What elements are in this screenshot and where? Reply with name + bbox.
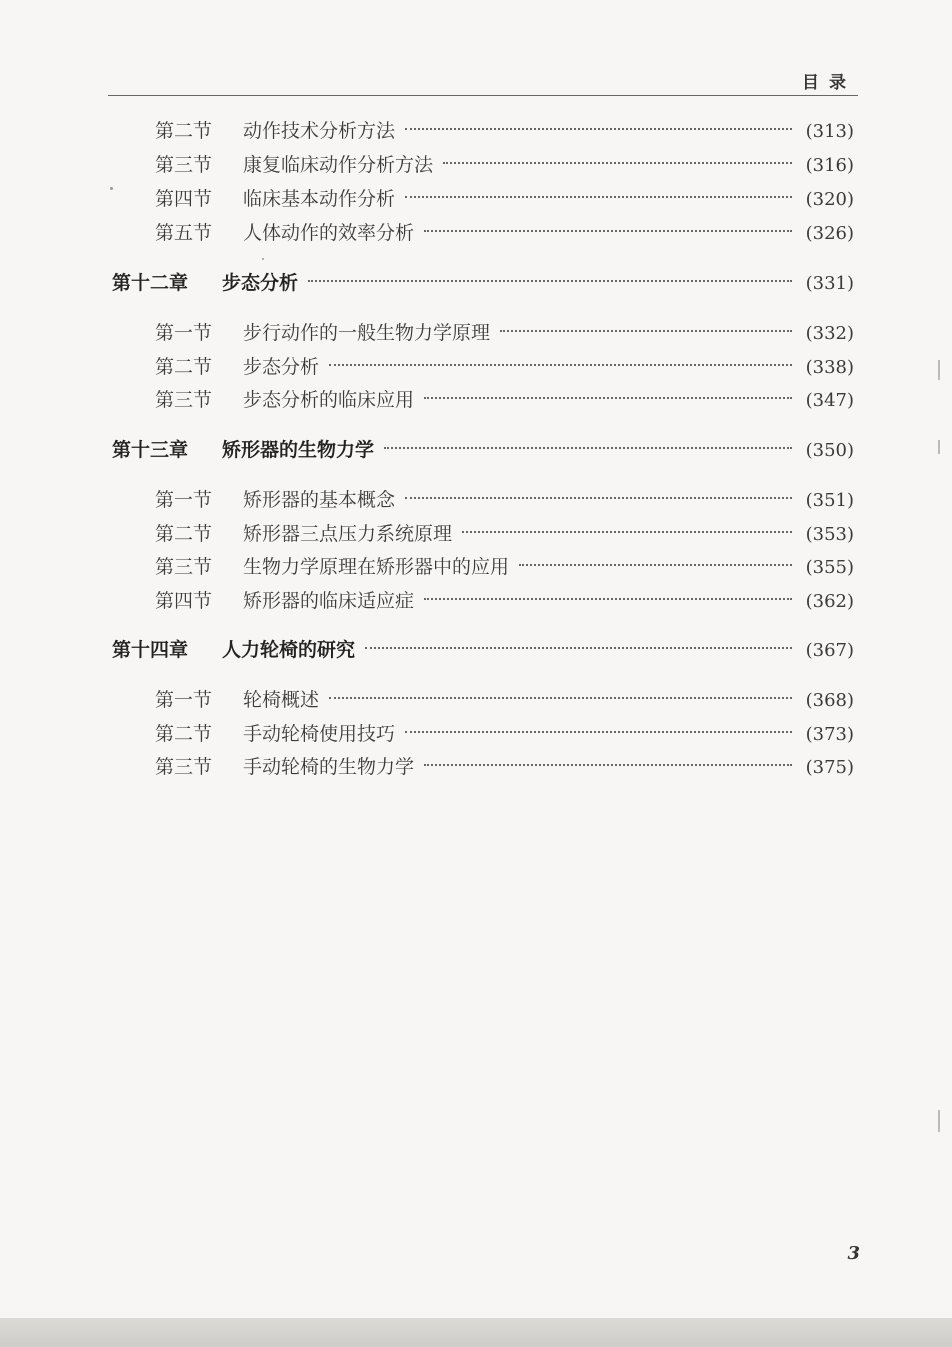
dot-leader (519, 564, 792, 566)
toc-entry-page-number: (355) (805, 557, 854, 578)
toc-entry-title: 人体动作的效率分析 (243, 222, 415, 244)
toc-section-entry[interactable] (155, 487, 854, 513)
toc-entry-title: 矫形器的基本概念 (243, 489, 396, 511)
toc-entry-label: 第二节 (155, 356, 213, 378)
toc-entry-page-number: (320) (805, 189, 854, 210)
scan-speck (262, 258, 264, 260)
dot-leader (424, 230, 792, 232)
dot-leader (443, 162, 792, 164)
toc-section-entry[interactable] (155, 588, 854, 614)
toc-entry-label: 第四节 (155, 188, 213, 210)
dot-leader (405, 128, 792, 130)
dot-leader (329, 364, 792, 366)
toc-section-entry[interactable] (155, 152, 854, 178)
toc-entry-label: 第十三章 (112, 439, 189, 461)
toc-entry-title: 矫形器的临床适应症 (243, 590, 415, 612)
toc-section-entry[interactable] (155, 186, 854, 212)
scan-mark (938, 360, 940, 380)
toc-entry-page-number: (326) (805, 223, 854, 244)
dot-leader (405, 497, 792, 499)
dot-leader (405, 196, 792, 198)
toc-entry-label: 第二节 (155, 523, 213, 545)
toc-section-entry[interactable] (155, 387, 854, 413)
dot-leader (500, 330, 792, 332)
toc-entry-label: 第五节 (155, 222, 213, 244)
toc-entry-title: 步态分析 (243, 356, 320, 378)
scan-speck (110, 187, 113, 190)
toc-entry-page-number: (351) (805, 490, 854, 511)
toc-entry-label: 第三节 (155, 389, 213, 411)
toc-entry-page-number: (347) (805, 390, 854, 411)
toc-entry-title: 康复临床动作分析方法 (243, 154, 434, 176)
toc-entry-page-number: (331) (805, 273, 854, 294)
toc-entry-label: 第三节 (155, 154, 213, 176)
toc-section-entry[interactable] (155, 320, 854, 346)
page-number: 3 (847, 1243, 860, 1264)
toc-entry-title: 手动轮椅使用技巧 (243, 723, 396, 745)
toc-entry-page-number: (316) (805, 155, 854, 176)
toc-entry-label: 第十二章 (112, 272, 189, 294)
scan-mark (938, 440, 940, 454)
toc-entry-title: 矫形器的生物力学 (222, 439, 375, 461)
dot-leader (365, 647, 792, 649)
toc-chapter-entry[interactable] (112, 437, 854, 463)
toc-entry-page-number: (362) (805, 591, 854, 612)
toc-entry-label: 第一节 (155, 322, 213, 344)
toc-entry-title: 动作技术分析方法 (243, 120, 396, 142)
toc-entry-page-number: (350) (805, 440, 854, 461)
toc-entry-page-number: (375) (805, 757, 854, 778)
toc-section-entry[interactable] (155, 754, 854, 780)
toc-section-entry[interactable] (155, 118, 854, 144)
toc-section-entry[interactable] (155, 521, 854, 547)
toc-entry-title: 手动轮椅的生物力学 (243, 756, 415, 778)
toc-entry-label: 第二节 (155, 723, 213, 745)
dot-leader (329, 697, 792, 699)
toc-entry-title: 轮椅概述 (243, 689, 320, 711)
toc-entry-title: 临床基本动作分析 (243, 188, 396, 210)
dot-leader (462, 531, 792, 533)
toc-entry-title: 生物力学原理在矫形器中的应用 (243, 556, 510, 578)
toc-entry-page-number: (353) (805, 524, 854, 545)
toc-entry-label: 第一节 (155, 489, 213, 511)
toc-entry-label: 第四节 (155, 590, 213, 612)
running-header-title: 目录 (802, 73, 856, 93)
scan-mark (938, 1110, 940, 1132)
toc-entry-label: 第二节 (155, 120, 213, 142)
dot-leader (424, 598, 792, 600)
toc-entry-title: 步态分析 (222, 272, 299, 294)
toc-entry-page-number: (313) (805, 121, 854, 142)
toc-entry-label: 第十四章 (112, 639, 189, 661)
toc-entry-page-number: (368) (805, 690, 854, 711)
toc-entry-label: 第三节 (155, 756, 213, 778)
toc-entry-title: 人力轮椅的研究 (222, 639, 356, 661)
toc-entry-page-number: (338) (805, 357, 854, 378)
dot-leader (424, 397, 792, 399)
toc-chapter-entry[interactable] (112, 637, 854, 663)
dot-leader (308, 280, 792, 282)
toc-entry-page-number: (332) (805, 323, 854, 344)
toc-section-entry[interactable] (155, 554, 854, 580)
toc-entry-title: 步行动作的一般生物力学原理 (243, 322, 491, 344)
toc-section-entry[interactable] (155, 220, 854, 246)
toc-entry-page-number: (373) (805, 724, 854, 745)
scan-edge (0, 1318, 952, 1347)
toc-entry-label: 第一节 (155, 689, 213, 711)
toc-entry-label: 第三节 (155, 556, 213, 578)
toc-entry-title: 步态分析的临床应用 (243, 389, 415, 411)
toc-section-entry[interactable] (155, 721, 854, 747)
toc-entry-title: 矫形器三点压力系统原理 (243, 523, 453, 545)
toc-section-entry[interactable] (155, 687, 854, 713)
toc-entry-page-number: (367) (805, 640, 854, 661)
toc-chapter-entry[interactable] (112, 270, 854, 296)
dot-leader (424, 764, 792, 766)
dot-leader (384, 447, 792, 449)
toc-section-entry[interactable] (155, 354, 854, 380)
dot-leader (405, 731, 792, 733)
